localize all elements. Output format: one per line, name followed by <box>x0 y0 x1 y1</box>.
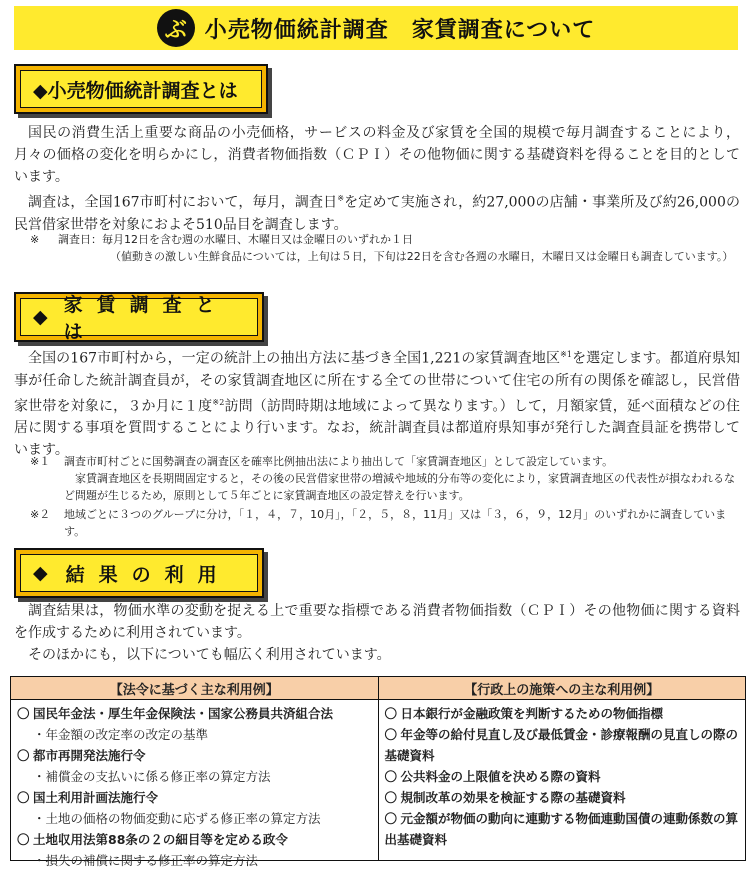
section-heading-retail-price-survey <box>14 64 268 114</box>
note-text: 家賃調査地区を長期間固定すると，その後の民営借家世帯の増減や地域的分布等の変化により，家賃調査地区の代表性が損なわれるなど問題が生じるため，原則として５年ごとに家賃調査地区の設定替えを行います。 <box>64 472 735 502</box>
section1-note-line-1 <box>30 231 740 248</box>
legal-usage-list <box>11 700 378 871</box>
list-item <box>385 766 742 787</box>
text-span: 全国の167市町村から，一定の統計上の抽出方法に基づき全国1,221の家賃調査地区 <box>28 350 561 367</box>
section3-body <box>14 600 740 666</box>
list-item <box>17 745 374 766</box>
section3-paragraph-1: 調査結果は，物価水準の変動を捉える上で重要な指標である消費者物価指数（ＣＰＩ）その他物価に関する資料を作成するために利用されています。 <box>14 603 740 641</box>
list-item-text: 都市再開発法施行令 <box>33 748 146 763</box>
list-sub-item: ・補償金の支払いに係る修正率の算定方法 <box>33 769 271 784</box>
diamond-icon: ◆ <box>33 306 48 328</box>
section-heading-rent-survey <box>14 292 264 342</box>
list-item-text: 規制改革の効果を検証する際の基礎資料 <box>400 790 626 805</box>
section-heading-label: ◆小売物価統計調査とは <box>20 70 262 108</box>
list-item <box>385 787 742 808</box>
section1-body <box>14 122 740 236</box>
list-item-text: 年金等の給付見直し及び最低賃金・診療報酬の見直しの際の基礎資料 <box>384 727 739 763</box>
section1-note-line-2: （値動きの激しい生鮮食品については，上旬は５日，下旬は22日を含む各週の水曜日，木曜日又は金曜日も調査しています。） <box>110 250 734 263</box>
table-column-header: 【行政上の施策への主な利用例】 <box>379 677 746 700</box>
section-heading-use-of-results <box>14 548 264 598</box>
note-body <box>64 453 742 504</box>
text-span: 訪問（訪問時期は地域によって異なります。）して，月額家賃，延べ面積などの住居に関する事項を質問することにより行います。なお，統計調査員は都道府県知事が発行した調査員証を携帯しています。 <box>14 398 741 459</box>
table-column-header: 【法令に基づく主な利用例】 <box>11 677 378 700</box>
title-banner <box>14 6 738 50</box>
circle-bullet-icon: 〇 <box>384 790 398 805</box>
list-item <box>17 787 374 808</box>
note-mark: ※２ <box>30 508 51 521</box>
list-sub-item: ・損失の補償に関する修正率の算定方法 <box>33 853 259 868</box>
text-span: 調査は，全国167市町村において，毎月，調査日 <box>28 194 338 211</box>
section-heading-label <box>20 294 258 343</box>
text-span: を定めて実施され，約27,000の店舗・事業所及び約26,000の民営借家世帯を対象におよそ510品目を調査します。 <box>14 194 740 233</box>
circle-bullet-icon: 〇 <box>384 811 398 826</box>
list-item-text: 国民年金法・厚生年金保険法・国家公務員共済組合法 <box>33 706 334 721</box>
circle-bullet-icon: 〇 <box>384 769 398 784</box>
text-span: を選定します。都道府県知事が任命した統計調査員が，その家賃調査地区に所在する全ての世帯について住宅の所有の関係を確認し，民営借家世帯を対象に，３か月に１度 <box>14 350 740 415</box>
circle-bullet-icon: 〇 <box>17 706 30 721</box>
list-item-text: 公共料金の上限値を決める際の資料 <box>400 769 601 784</box>
note-mark: ※ <box>30 233 40 246</box>
list-item <box>385 808 742 850</box>
section3-paragraph-2: そのほかにも，以下についても幅広く利用されています。 <box>28 647 391 663</box>
list-item <box>17 829 374 850</box>
section1-paragraph-1: 国民の消費生活上重要な商品の小売価格，サービスの料金及び家賃を全国的規模で毎月調査することにより，月々の価格の変化を明らかにし，消費者物価指数（ＣＰＩ）その他物価に関する基礎資料を得ることを目的としています。 <box>14 125 740 185</box>
section-heading-label <box>20 554 258 592</box>
list-item-text: 日本銀行が金融政策を判断するための物価指標 <box>400 706 664 721</box>
list-sub-item: ・土地の価格の物価変動に応ずる修正率の算定方法 <box>33 811 321 826</box>
section1-paragraph-2 <box>14 188 740 236</box>
section2-note-1 <box>30 453 742 504</box>
note-text: 調査日：毎月12日を含む週の水曜日、木曜日又は金曜日のいずれか１日 <box>58 233 413 246</box>
list-item <box>385 724 742 766</box>
note-text: 調査市町村ごとに国勢調査の調査区を確率比例抽出法により抽出して「家賃調査地区」として設定しています。 <box>64 455 614 468</box>
footnote-mark: ※1 <box>560 350 572 359</box>
section2-note-2 <box>30 506 742 540</box>
table-column-legal <box>11 677 378 868</box>
footnote-mark: ※2 <box>212 397 225 407</box>
heading-text: 結果の利用 <box>65 563 231 586</box>
circle-bullet-icon: 〇 <box>384 727 398 742</box>
section2-body <box>14 344 740 461</box>
footnote-mark: ※ <box>337 194 345 203</box>
diamond-icon: ◆ <box>33 562 48 584</box>
note-text: 地域ごとに３つのグループに分け，「１，４，７，10月」，「２，５，８，11月」又は「３，６，９，12月」のいずれかに調査しています。 <box>64 508 727 538</box>
list-sub-item: ・年金額の改定率の改定の基準 <box>33 727 209 742</box>
section1-note <box>30 231 740 265</box>
list-item <box>385 703 742 724</box>
list-item-text: 元金額が物価の動向に連動する物価連動国債の連動係数の算出基礎資料 <box>384 811 739 847</box>
heading-text: 家賃調査とは <box>63 294 229 343</box>
section2-notes <box>30 453 742 540</box>
page-title: 小売物価統計調査 家賃調査について <box>204 17 596 43</box>
table-column-administrative <box>378 677 746 860</box>
circle-bullet-icon: 〇 <box>17 832 30 847</box>
statistics-logo-icon: ぶ <box>157 9 195 47</box>
usage-examples-table <box>10 676 746 868</box>
list-item-text: 国土利用計画法施行令 <box>33 790 159 805</box>
circle-bullet-icon: 〇 <box>17 748 30 763</box>
section2-paragraph-1 <box>14 344 740 461</box>
circle-bullet-icon: 〇 <box>17 790 30 805</box>
list-item <box>17 703 374 724</box>
administrative-usage-list <box>379 700 746 850</box>
circle-bullet-icon: 〇 <box>384 706 398 721</box>
note-mark: ※１ <box>30 455 51 468</box>
list-item-text: 土地収用法第88条の２の細目等を定める政令 <box>33 832 288 847</box>
